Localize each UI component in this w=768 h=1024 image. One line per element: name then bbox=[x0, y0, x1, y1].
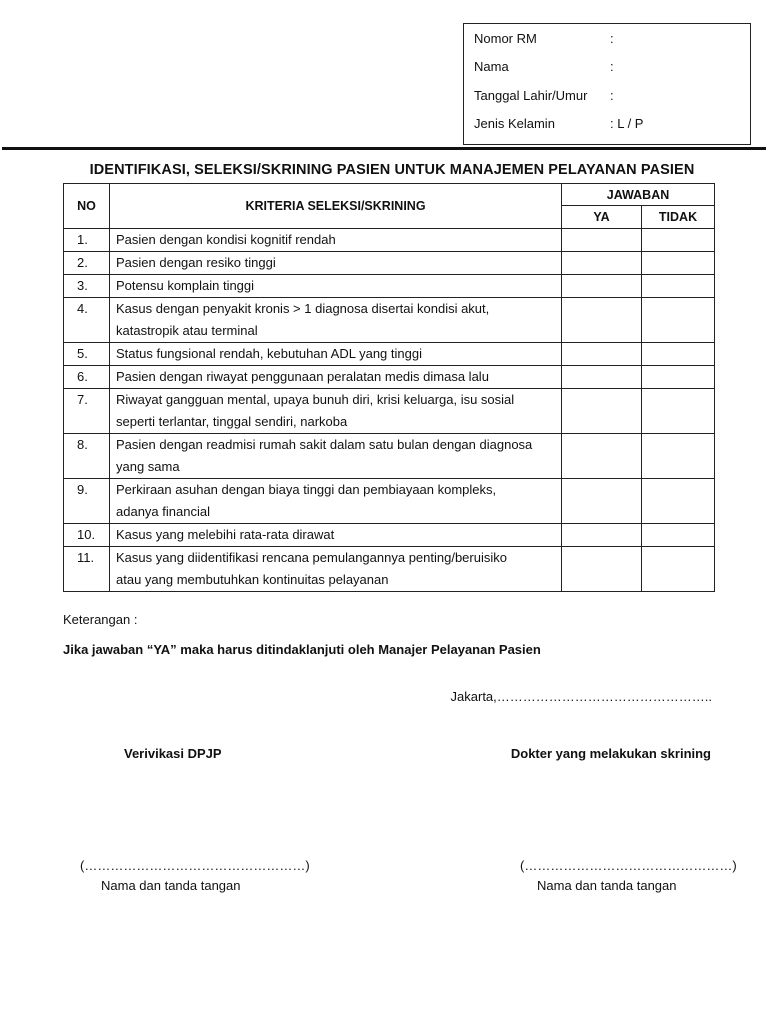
row-criteria bbox=[110, 366, 562, 389]
criteria-line: Pasien dengan readmisi rumah sakit dalam satu bulan dengan diagnosa bbox=[116, 437, 533, 452]
criteria-line: Pasien dengan kondisi kognitif rendah bbox=[116, 232, 336, 247]
answer-ya-cell[interactable] bbox=[562, 524, 642, 547]
row-number: 10. bbox=[64, 524, 110, 547]
row-criteria bbox=[110, 479, 562, 524]
criteria-line: atau yang membutuhkan kontinuitas pelayanan bbox=[116, 572, 389, 587]
answer-ya-cell[interactable] bbox=[562, 389, 642, 434]
row-number: 9. bbox=[64, 479, 110, 524]
table-row bbox=[64, 343, 715, 366]
criteria-line: Kasus yang melebihi rata-rata dirawat bbox=[116, 527, 335, 542]
criteria-line: Kasus dengan penyakit kronis > 1 diagnosa disertai kondisi akut, bbox=[116, 301, 490, 316]
answer-tidak-cell[interactable] bbox=[642, 366, 715, 389]
screening-table bbox=[63, 183, 715, 592]
criteria-line: Kasus yang diidentifikasi rencana pemulangannya penting/beruisiko bbox=[116, 550, 507, 565]
row-criteria bbox=[110, 229, 562, 252]
field-value: : bbox=[610, 31, 614, 46]
dokter-skrining-title: Dokter yang melakukan skrining bbox=[510, 746, 711, 761]
table-row bbox=[64, 252, 715, 275]
verifikasi-dpjp-title: Verivikasi DPJP bbox=[124, 746, 222, 761]
criteria-line: Pasien dengan riwayat penggunaan peralatan medis dimasa lalu bbox=[116, 369, 489, 384]
row-number: 11. bbox=[64, 547, 110, 592]
row-number: 6. bbox=[64, 366, 110, 389]
answer-ya-cell[interactable] bbox=[562, 366, 642, 389]
field-value: : bbox=[610, 59, 614, 74]
table-row bbox=[64, 229, 715, 252]
header-kriteria: KRITERIA SELEKSI/SKRINING bbox=[110, 184, 562, 229]
criteria-line: Perkiraan asuhan dengan biaya tinggi dan pembiayaan kompleks, bbox=[116, 482, 497, 497]
table-row bbox=[64, 275, 715, 298]
keterangan-label: Keterangan : bbox=[63, 612, 138, 627]
criteria-line: adanya financial bbox=[116, 504, 210, 519]
field-value: : L / P bbox=[610, 116, 644, 131]
table-row bbox=[64, 298, 715, 343]
table-row bbox=[64, 479, 715, 524]
criteria-line: Riwayat gangguan mental, upaya bunuh diri, krisi keluarga, isu sosial bbox=[116, 392, 515, 407]
field-label: Nama bbox=[474, 59, 509, 74]
criteria-line: yang sama bbox=[116, 459, 180, 474]
row-criteria bbox=[110, 343, 562, 366]
row-criteria bbox=[110, 547, 562, 592]
answer-ya-cell[interactable] bbox=[562, 434, 642, 479]
answer-tidak-cell[interactable] bbox=[642, 252, 715, 275]
table-row bbox=[64, 547, 715, 592]
field-label: Tanggal Lahir/Umur bbox=[474, 88, 588, 103]
form-title: IDENTIFIKASI, SELEKSI/SKRINING PASIEN UNTUK MANAJEMEN PELAYANAN PASIEN bbox=[89, 162, 695, 178]
answer-tidak-cell[interactable] bbox=[642, 479, 715, 524]
criteria-line: Status fungsional rendah, kebutuhan ADL yang tinggi bbox=[116, 346, 422, 361]
answer-ya-cell[interactable] bbox=[562, 229, 642, 252]
criteria-line: Potensu komplain tinggi bbox=[116, 278, 255, 293]
field-label: Jenis Kelamin bbox=[474, 116, 555, 131]
row-criteria bbox=[110, 524, 562, 547]
answer-tidak-cell[interactable] bbox=[642, 229, 715, 252]
patient-identity-box bbox=[463, 23, 751, 145]
left-signature-line[interactable]: (……………………………………………) bbox=[80, 858, 310, 873]
right-signature-caption: Nama dan tanda tangan bbox=[537, 878, 677, 893]
header-tidak: TIDAK bbox=[642, 206, 715, 229]
row-criteria bbox=[110, 275, 562, 298]
answer-tidak-cell[interactable] bbox=[642, 275, 715, 298]
answer-tidak-cell[interactable] bbox=[642, 434, 715, 479]
table-row bbox=[64, 434, 715, 479]
row-criteria bbox=[110, 298, 562, 343]
header-ya: YA bbox=[562, 206, 642, 229]
header-divider bbox=[2, 147, 766, 150]
answer-ya-cell[interactable] bbox=[562, 479, 642, 524]
row-number: 7. bbox=[64, 389, 110, 434]
answer-tidak-cell[interactable] bbox=[642, 524, 715, 547]
answer-ya-cell[interactable] bbox=[562, 343, 642, 366]
table-row bbox=[64, 389, 715, 434]
row-number: 1. bbox=[64, 229, 110, 252]
answer-ya-cell[interactable] bbox=[562, 252, 642, 275]
answer-tidak-cell[interactable] bbox=[642, 298, 715, 343]
row-number: 3. bbox=[64, 275, 110, 298]
answer-tidak-cell[interactable] bbox=[642, 343, 715, 366]
row-criteria bbox=[110, 389, 562, 434]
row-number: 5. bbox=[64, 343, 110, 366]
place-date-line: Jakarta,………………………………………….. bbox=[450, 689, 712, 704]
answer-tidak-cell[interactable] bbox=[642, 547, 715, 592]
row-criteria bbox=[110, 434, 562, 479]
answer-ya-cell[interactable] bbox=[562, 298, 642, 343]
answer-ya-cell[interactable] bbox=[562, 275, 642, 298]
answer-tidak-cell[interactable] bbox=[642, 389, 715, 434]
row-number: 4. bbox=[64, 298, 110, 343]
field-label: Nomor RM bbox=[474, 31, 537, 46]
criteria-line: Pasien dengan resiko tinggi bbox=[116, 255, 276, 270]
table-row bbox=[64, 366, 715, 389]
table-row bbox=[64, 524, 715, 547]
header-jawaban: JAWABAN bbox=[562, 184, 715, 206]
criteria-line: katastropik atau terminal bbox=[116, 323, 258, 338]
row-number: 2. bbox=[64, 252, 110, 275]
header-no: NO bbox=[64, 184, 110, 229]
field-value: : bbox=[610, 88, 614, 103]
right-signature-line[interactable]: (…………………………………………) bbox=[520, 858, 737, 873]
left-signature-caption: Nama dan tanda tangan bbox=[101, 878, 241, 893]
answer-ya-cell[interactable] bbox=[562, 547, 642, 592]
row-criteria bbox=[110, 252, 562, 275]
row-number: 8. bbox=[64, 434, 110, 479]
follow-up-note: Jika jawaban “YA” maka harus ditindaklanjuti oleh Manajer Pelayanan Pasien bbox=[63, 642, 541, 657]
criteria-line: seperti terlantar, tinggal sendiri, narkoba bbox=[116, 414, 348, 429]
